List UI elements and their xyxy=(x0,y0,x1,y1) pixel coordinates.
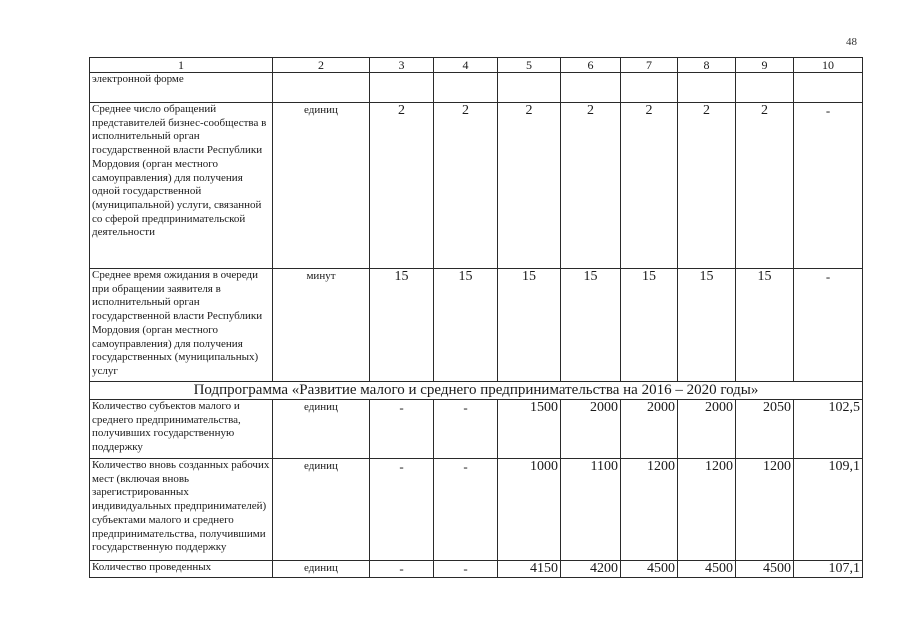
row-unit: минут xyxy=(273,269,370,382)
row-value: - xyxy=(370,459,434,561)
row-value: 107,1 xyxy=(794,561,863,578)
table-row xyxy=(90,73,863,103)
row-value: 4500 xyxy=(678,561,736,578)
header-cell-9: 9 xyxy=(736,58,794,73)
row-value: 15 xyxy=(370,269,434,382)
header-cell-6: 6 xyxy=(561,58,621,73)
row-value xyxy=(794,73,863,103)
row-unit xyxy=(273,73,370,103)
table-row xyxy=(90,103,863,269)
indicators-table xyxy=(89,57,863,578)
row-value: - xyxy=(794,103,863,269)
row-unit: единиц xyxy=(273,459,370,561)
header-cell-10: 10 xyxy=(794,58,863,73)
row-value: - xyxy=(434,561,498,578)
row-value: 2 xyxy=(561,103,621,269)
row-value: 1500 xyxy=(498,400,561,459)
row-label: Количество вновь созданных рабочих мест (включая вновь зарегистрированных индивидуальных предпринимателей) субъектами малого и среднего предпринимательства, получившими государственную поддержку xyxy=(90,459,273,561)
row-value xyxy=(736,73,794,103)
row-value: 2 xyxy=(434,103,498,269)
header-cell-8: 8 xyxy=(678,58,736,73)
row-label: Количество проведенных xyxy=(90,561,273,578)
header-cell-5: 5 xyxy=(498,58,561,73)
row-value: 1200 xyxy=(678,459,736,561)
row-value: 1200 xyxy=(621,459,678,561)
row-value: 4150 xyxy=(498,561,561,578)
header-cell-1: 1 xyxy=(90,58,273,73)
row-unit: единиц xyxy=(273,400,370,459)
header-cell-7: 7 xyxy=(621,58,678,73)
row-value: - xyxy=(434,459,498,561)
row-value xyxy=(498,73,561,103)
row-value: 2 xyxy=(498,103,561,269)
row-value: 2 xyxy=(678,103,736,269)
row-value: 2050 xyxy=(736,400,794,459)
table-row xyxy=(90,400,863,459)
row-value: 1100 xyxy=(561,459,621,561)
row-label: Среднее время ожидания в очереди при обращении заявителя в исполнительный орган государственной власти Республики Мордовия (орган местного самоуправления) для получения государственных (муниципальных) услуг xyxy=(90,269,273,382)
row-unit: единиц xyxy=(273,561,370,578)
row-value: 1000 xyxy=(498,459,561,561)
row-unit: единиц xyxy=(273,103,370,269)
row-value: 2000 xyxy=(678,400,736,459)
section-row xyxy=(90,382,863,400)
row-label: электронной форме xyxy=(90,73,273,103)
row-label: Количество субъектов малого и среднего предпринимательства, получивших государственную поддержку xyxy=(90,400,273,459)
row-value xyxy=(621,73,678,103)
table-row xyxy=(90,269,863,382)
row-value: - xyxy=(434,400,498,459)
row-value: - xyxy=(370,561,434,578)
row-value: - xyxy=(370,400,434,459)
row-value: 2 xyxy=(621,103,678,269)
header-cell-2: 2 xyxy=(273,58,370,73)
row-value: 109,1 xyxy=(794,459,863,561)
row-value: 2 xyxy=(736,103,794,269)
row-value xyxy=(561,73,621,103)
section-title: Подпрограмма «Развитие малого и среднего предпринимательства на 2016 – 2020 годы» xyxy=(90,382,863,400)
row-value xyxy=(678,73,736,103)
row-value: 15 xyxy=(561,269,621,382)
header-cell-3: 3 xyxy=(370,58,434,73)
header-row xyxy=(90,58,863,73)
row-value: 4500 xyxy=(621,561,678,578)
row-value: 2 xyxy=(370,103,434,269)
row-value: - xyxy=(794,269,863,382)
row-value: 4500 xyxy=(736,561,794,578)
row-value: 102,5 xyxy=(794,400,863,459)
page-number: 48 xyxy=(846,36,857,48)
row-value xyxy=(434,73,498,103)
row-value: 15 xyxy=(498,269,561,382)
header-cell-4: 4 xyxy=(434,58,498,73)
row-value: 15 xyxy=(678,269,736,382)
table-row xyxy=(90,459,863,561)
row-value: 2000 xyxy=(561,400,621,459)
row-value: 15 xyxy=(736,269,794,382)
row-value: 2000 xyxy=(621,400,678,459)
row-value: 1200 xyxy=(736,459,794,561)
row-label: Среднее число обращений представителей бизнес-сообщества в исполнительный орган государственной власти Республики Мордовия (орган местного самоуправления) для получения одной государственной (муниципальной) услуги, связанной со сферой предпринимательской деятельности xyxy=(90,103,273,269)
table-row xyxy=(90,561,863,578)
row-value: 15 xyxy=(621,269,678,382)
row-value: 4200 xyxy=(561,561,621,578)
row-value: 15 xyxy=(434,269,498,382)
row-value xyxy=(370,73,434,103)
